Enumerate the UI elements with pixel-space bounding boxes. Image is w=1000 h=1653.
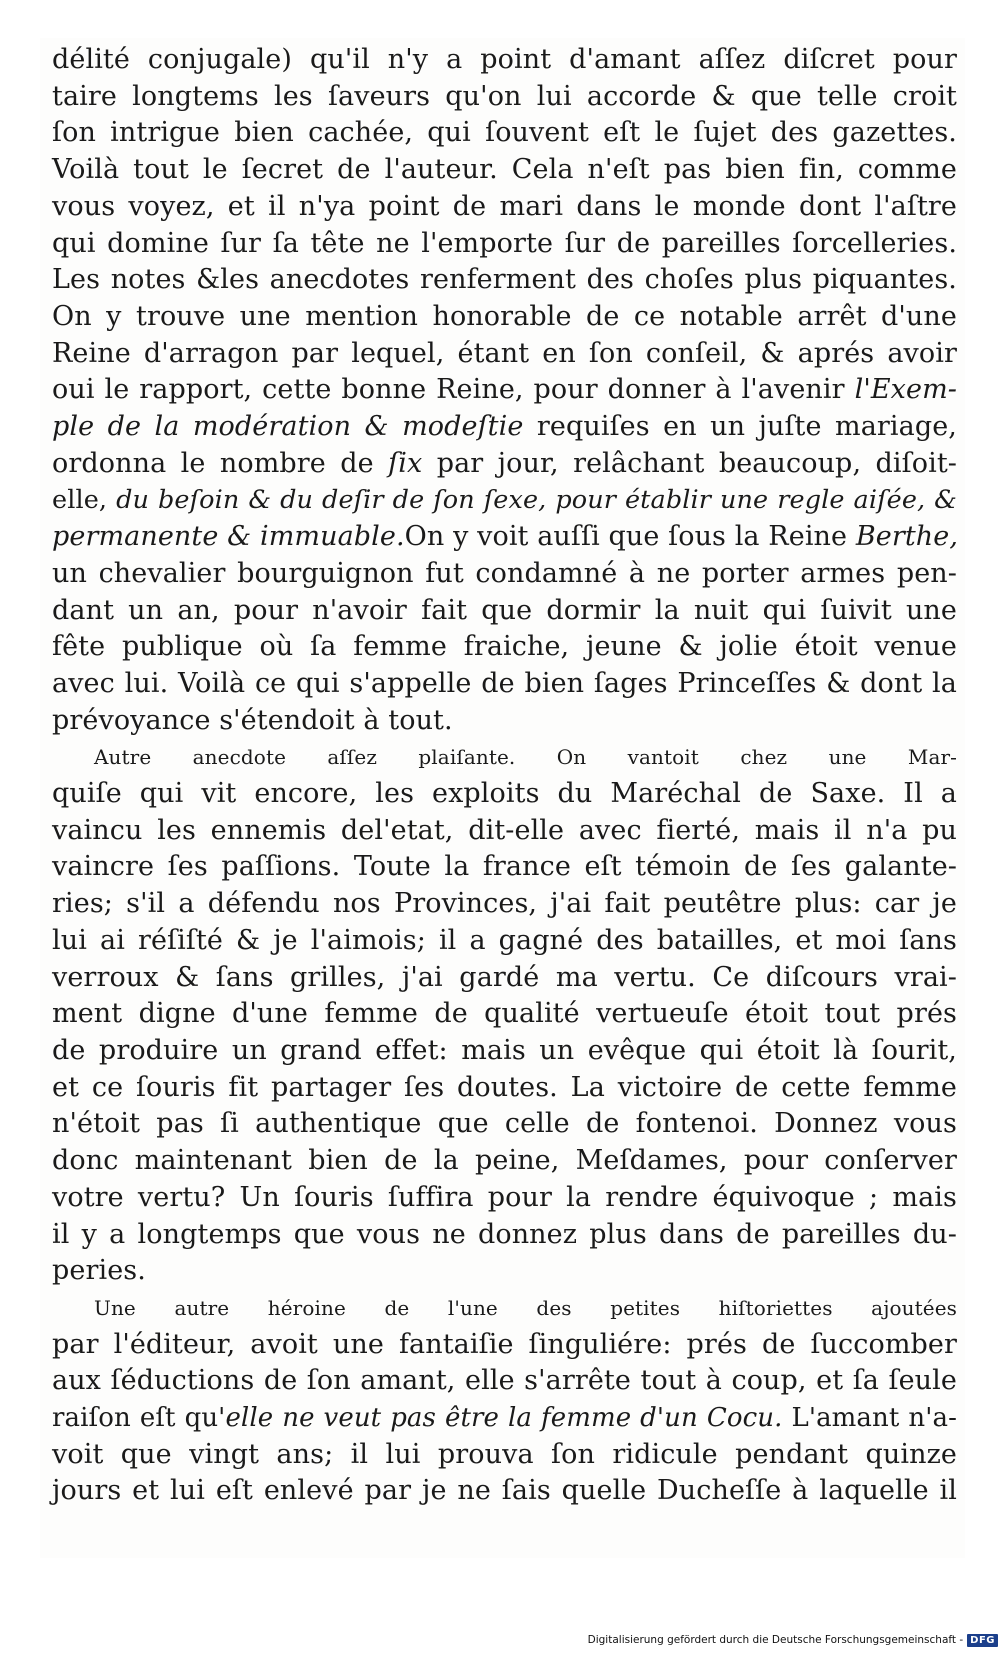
text-line: jours et lui eſt enlevé par je ne ſais quelle Ducheſſe à laquelle il xyxy=(52,1475,957,1507)
text-roman: par jour, relâchant beaucoup, diſoit- xyxy=(436,447,957,479)
text-line: peries. xyxy=(52,1255,146,1287)
text-roman: requiſes en un juſte mariage, xyxy=(536,411,957,443)
text-line: verroux & ſans grilles, j'ai gardé ma vertu. Ce diſcours vrai- xyxy=(52,961,957,993)
text-line: vaincu les ennemis del'etat, dit-elle avec fierté, mais il n'a pu xyxy=(52,814,957,846)
text-line xyxy=(52,1400,957,1437)
text-line: fête publique où ſa femme fraiche, jeune & jolie étoit venue xyxy=(52,631,957,663)
text-line xyxy=(52,519,957,556)
text-italic: du beſoin & du deſir de ſon ſexe, pour établir une regle aiſée, & xyxy=(116,485,957,516)
text-italic: Berthe, xyxy=(855,521,959,553)
text-line: avec lui. Voilà ce qui s'appelle de bien ſages Princeſſes & dont la xyxy=(52,667,957,699)
text-line: quiſe qui vit encore, les exploits du Maréchal de Saxe. Il a xyxy=(52,778,957,810)
text-line: ries; s'il a défendu nos Provinces, j'ai fait peutêtre plus: car je xyxy=(52,888,957,920)
dfg-logo-icon: DFG xyxy=(967,1634,998,1647)
text-line xyxy=(52,409,957,446)
text-line: taire longtems les ſaveurs qu'on lui accorde & que telle croit xyxy=(52,80,957,112)
text-line xyxy=(52,372,957,409)
text-line: ſon intrigue bien cachée, qui ſouvent eſt le ſujet des gazettes. xyxy=(52,117,957,149)
text-line: par l'éditeur, avoit une fantaiſie ſinguliére: prés de ſuccomber xyxy=(52,1328,957,1360)
text-line: aux ſéductions de ſon amant, elle s'arrête tout à coup, et ſa ſeule xyxy=(52,1365,957,1397)
credit-text: Digitalisierung gefördert durch die Deutsche Forschungsgemeinschaft - xyxy=(587,1634,964,1646)
text-line: votre vertu? Un ſouris ſuffira pour la rendre équivoque ; mais xyxy=(52,1181,957,1213)
text-line xyxy=(52,446,957,483)
text-line: délité conjugale) qu'il n'y a point d'amant aſſez diſcret pour xyxy=(52,44,957,75)
text-roman: oui le rapport, cette bonne Reine, pour donner à l'avenir xyxy=(52,374,845,406)
text-line: un chevalier bourguignon fut condamné à ne porter armes pen- xyxy=(52,557,957,589)
text-line: ment digne d'une femme de qualité vertueuſe étoit tout prés xyxy=(52,998,957,1030)
text-italic: l'Exem- xyxy=(854,374,957,406)
text-line: n'étoit pas ſi authentique que celle de fontenoi. Donnez vous xyxy=(52,1108,957,1140)
text-line: Une autre héroine de l'une des petites hiſtoriettes ajoutées xyxy=(94,1295,957,1320)
text-line: lui ai réſiſté & je l'aimois; il a gagné des batailles, et moi ſans xyxy=(52,924,957,956)
page-text xyxy=(52,42,957,1510)
text-italic: ple de la modération & modeſtie xyxy=(52,411,524,443)
text-line xyxy=(52,482,957,519)
text-roman: L'amant n'a- xyxy=(791,1403,957,1434)
text-line: prévoyance s'étendoit à tout. xyxy=(52,704,453,736)
paragraph-2-cont xyxy=(52,776,957,1290)
text-roman: elle, xyxy=(52,485,108,516)
paragraph-1 xyxy=(52,42,957,739)
text-roman: ordonna le nombre de xyxy=(52,447,374,479)
text-line: Les notes &les anecdotes renferment des choſes plus piquantes. xyxy=(52,264,957,296)
text-line: On y trouve une mention honorable de ce notable arrêt d'une xyxy=(52,300,957,332)
text-line: Reine d'arragon par lequel, étant en ſon conſeil, & aprés avoir xyxy=(52,337,957,369)
text-line: Voilà tout le ſecret de l'auteur. Cela n'eſt pas bien fin, comme xyxy=(52,154,957,186)
text-line: voit que vingt ans; il lui prouva ſon ridicule pendant quinze xyxy=(52,1438,957,1470)
text-line: Autre anecdote aſſez plaiſante. On vantoit chez une Mar- xyxy=(94,745,957,770)
text-line: il y a longtemps que vous ne donnez plus dans de pareilles du- xyxy=(52,1218,957,1250)
digitization-credit xyxy=(588,1631,998,1649)
text-line: de produire un grand effet: mais un evêque qui étoit là ſourit, xyxy=(52,1034,957,1066)
paragraph-3 xyxy=(52,1290,957,1327)
text-line: qui domine ſur ſa tête ne l'emporte ſur de pareilles ſorcelleries. xyxy=(52,227,957,259)
paragraph-3-cont xyxy=(52,1327,957,1511)
text-roman: On y voit auſſi que ſous la Reine xyxy=(404,521,848,553)
text-italic: elle ne veut pas être la femme d'un Cocu. xyxy=(225,1403,783,1434)
book-page xyxy=(40,38,965,1558)
text-roman: raiſon eſt qu' xyxy=(52,1403,226,1434)
text-line: vous voyez, et il n'ya point de mari dans le monde dont l'aſtre xyxy=(52,190,957,222)
text-italic: ſix xyxy=(388,447,423,479)
text-line: et ce ſouris fit partager ſes doutes. La victoire de cette femme xyxy=(52,1071,957,1103)
text-line: dant un an, pour n'avoir fait que dormir la nuit qui ſuivit une xyxy=(52,594,957,626)
paragraph-2 xyxy=(52,739,957,776)
text-line: donc maintenant bien de la peine, Meſdames, pour conſerver xyxy=(52,1145,957,1177)
text-line: vaincre ſes paſſions. Toute la france eſt témoin de ſes galante- xyxy=(52,851,957,883)
text-italic: permanente & immuable. xyxy=(52,521,405,553)
